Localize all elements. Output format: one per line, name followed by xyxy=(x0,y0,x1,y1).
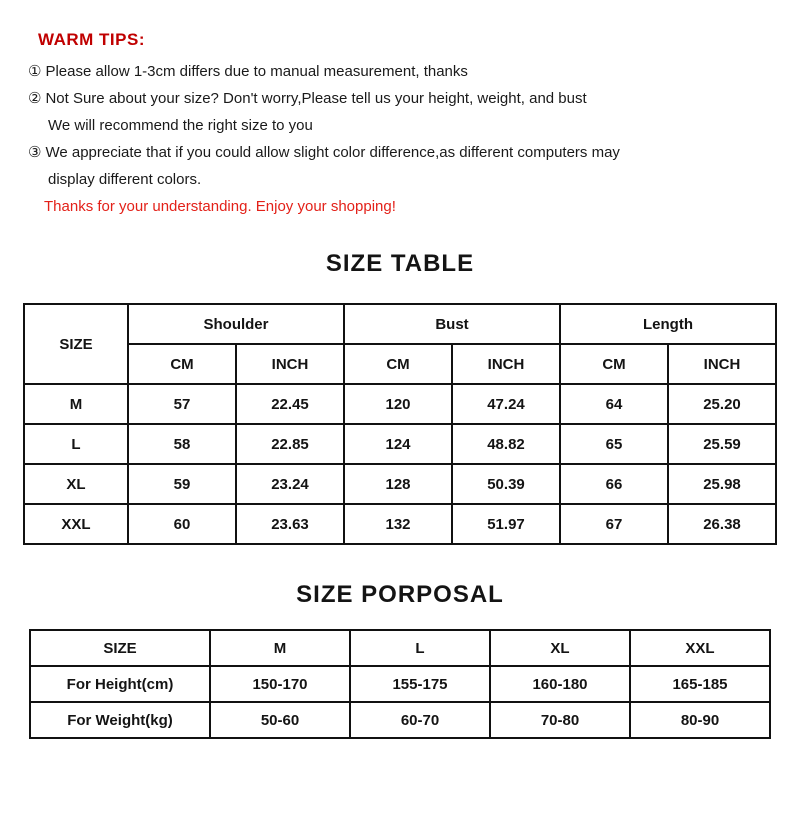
size-table-row-l xyxy=(24,424,776,464)
size-table-cell: 26.38 xyxy=(668,504,776,544)
size-proposal-title: SIZE PORPOSAL xyxy=(296,581,504,608)
size-table-cell: 124 xyxy=(344,424,452,464)
warm-tips-list xyxy=(28,58,800,193)
row-size-label: L xyxy=(24,424,128,464)
size-table-title: SIZE TABLE xyxy=(325,250,475,277)
tip-text-3: We will recommend the right size to you xyxy=(48,117,313,134)
unit-header: CM xyxy=(128,344,236,384)
size-table-cell: 25.20 xyxy=(668,384,776,424)
size-table-cell: 48.82 xyxy=(452,424,560,464)
proposal-row-weight xyxy=(30,702,770,738)
proposal-cell: 70-80 xyxy=(490,702,630,738)
proposal-header: XL xyxy=(490,630,630,666)
size-chart-page xyxy=(0,30,800,830)
proposal-header: M xyxy=(210,630,350,666)
size-table-cell: 132 xyxy=(344,504,452,544)
row-size-label: M xyxy=(24,384,128,424)
size-table-row-xl xyxy=(24,464,776,504)
size-proposal-table xyxy=(29,629,771,739)
proposal-header: L xyxy=(350,630,490,666)
size-table-cell: 25.98 xyxy=(668,464,776,504)
unit-header: INCH xyxy=(452,344,560,384)
row-size-label: XL xyxy=(24,464,128,504)
proposal-row-label: For Weight(kg) xyxy=(30,702,210,738)
tip-bullet-4: ③ xyxy=(28,144,42,161)
proposal-cell: 165-185 xyxy=(630,666,770,702)
group-header-shoulder: Shoulder xyxy=(128,304,344,344)
unit-header: INCH xyxy=(236,344,344,384)
size-table-cell: 64 xyxy=(560,384,668,424)
size-table-cell: 67 xyxy=(560,504,668,544)
row-size-label: XXL xyxy=(24,504,128,544)
size-table-cell: 22.45 xyxy=(236,384,344,424)
warm-tips-title: WARM TIPS: xyxy=(38,30,145,49)
size-table-row-m xyxy=(24,384,776,424)
tip-bullet-2: ② xyxy=(28,90,42,107)
proposal-cell: 80-90 xyxy=(630,702,770,738)
tip-line-5 xyxy=(28,166,800,193)
proposal-header: XXL xyxy=(630,630,770,666)
size-table-group-header-row xyxy=(24,304,776,344)
group-header-length: Length xyxy=(560,304,776,344)
group-header-bust: Bust xyxy=(344,304,560,344)
size-table-cell: 47.24 xyxy=(452,384,560,424)
size-table-cell: 59 xyxy=(128,464,236,504)
tip-text-2: Not Sure about your size? Don't worry,Please tell us your height, weight, and bust xyxy=(45,90,587,107)
size-table-cell: 66 xyxy=(560,464,668,504)
size-table xyxy=(23,303,777,545)
unit-header: CM xyxy=(560,344,668,384)
size-table-cell: 60 xyxy=(128,504,236,544)
size-table-cell: 58 xyxy=(128,424,236,464)
proposal-row-height xyxy=(30,666,770,702)
tip-line-2 xyxy=(28,85,800,112)
tip-text-5: display different colors. xyxy=(48,171,202,188)
size-table-cell: 23.24 xyxy=(236,464,344,504)
proposal-cell: 150-170 xyxy=(210,666,350,702)
size-table-cell: 65 xyxy=(560,424,668,464)
unit-header: CM xyxy=(344,344,452,384)
size-table-corner-header: SIZE xyxy=(24,304,128,384)
size-table-row-xxl xyxy=(24,504,776,544)
size-table-cell: 128 xyxy=(344,464,452,504)
unit-header: INCH xyxy=(668,344,776,384)
size-table-cell: 120 xyxy=(344,384,452,424)
proposal-cell: 60-70 xyxy=(350,702,490,738)
proposal-cell: 50-60 xyxy=(210,702,350,738)
tip-line-1 xyxy=(28,58,800,85)
tip-text-1: Please allow 1-3cm differs due to manual measurement, thanks xyxy=(45,63,468,80)
size-table-cell: 50.39 xyxy=(452,464,560,504)
tip-bullet-1: ① xyxy=(28,63,42,80)
size-table-cell: 51.97 xyxy=(452,504,560,544)
proposal-header-row xyxy=(30,630,770,666)
size-table-cell: 22.85 xyxy=(236,424,344,464)
proposal-header: SIZE xyxy=(30,630,210,666)
size-table-cell: 57 xyxy=(128,384,236,424)
thanks-note: Thanks for your understanding. Enjoy your shopping! xyxy=(44,198,396,215)
proposal-cell: 155-175 xyxy=(350,666,490,702)
tip-text-4: We appreciate that if you could allow slight color difference,as different computers may xyxy=(45,144,620,161)
size-table-cell: 25.59 xyxy=(668,424,776,464)
proposal-cell: 160-180 xyxy=(490,666,630,702)
tip-line-3 xyxy=(28,112,800,139)
size-table-cell: 23.63 xyxy=(236,504,344,544)
size-table-unit-header-row xyxy=(24,344,776,384)
tip-line-4 xyxy=(28,139,800,166)
proposal-row-label: For Height(cm) xyxy=(30,666,210,702)
